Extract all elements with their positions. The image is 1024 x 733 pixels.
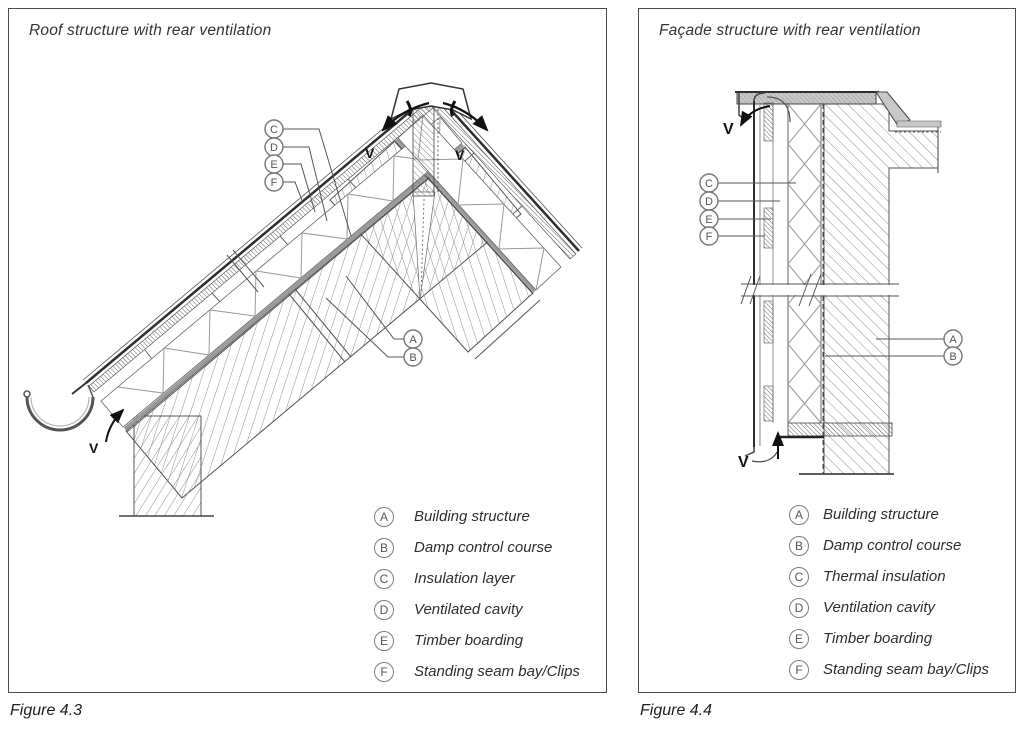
figure-4-3-panel — [8, 8, 607, 693]
legend-key-badge: D — [789, 598, 809, 618]
callout-f — [700, 227, 718, 245]
legend-item — [789, 592, 989, 623]
svg-text:B: B — [409, 352, 417, 364]
legend-label: Standing seam bay/Clips — [823, 661, 989, 678]
callout-e — [265, 155, 283, 173]
svg-text:C: C — [705, 178, 713, 190]
legend-label: Standing seam bay/Clips — [414, 663, 580, 680]
legend-key-badge: F — [789, 660, 809, 680]
support-wall — [134, 416, 201, 516]
eaves-vent-label: V — [89, 440, 99, 456]
svg-text:D: D — [705, 196, 713, 208]
legend-key-badge: B — [789, 536, 809, 556]
svg-text:F: F — [270, 177, 278, 189]
svg-text:D: D — [270, 142, 278, 154]
eaves-vent-arrow — [89, 410, 123, 456]
legend-key-badge: C — [789, 567, 809, 587]
legend-label: Building structure — [414, 508, 530, 525]
callout-a — [944, 330, 962, 348]
fig43-caption: Figure 4.3 — [10, 702, 83, 719]
svg-text:F: F — [705, 231, 713, 243]
bottom-vent-label: V — [738, 454, 749, 471]
legend-item — [374, 656, 580, 687]
bottom-vent-arrow — [738, 433, 778, 471]
fig44-legend — [789, 499, 989, 685]
fig44-caption: Figure 4.4 — [640, 702, 713, 719]
legend-key-badge: C — [374, 569, 394, 589]
legend-item — [374, 594, 580, 625]
legend-label: Damp control course — [823, 537, 962, 554]
legend-label: Timber boarding — [823, 630, 933, 647]
callout-b — [404, 348, 422, 366]
legend-label: Damp control course — [414, 539, 553, 556]
legend-key-badge: D — [374, 600, 394, 620]
figure-4-4-panel — [638, 8, 1016, 693]
callout-d — [700, 192, 718, 210]
svg-text:A: A — [949, 334, 957, 346]
legend-label: Thermal insulation — [823, 568, 946, 585]
svg-text:E: E — [270, 159, 278, 171]
callout-b — [944, 347, 962, 365]
legend-item — [789, 530, 989, 561]
callout-f — [265, 173, 283, 191]
svg-text:A: A — [409, 334, 417, 346]
legend-item — [789, 561, 989, 592]
top-vent-arrow — [723, 106, 770, 138]
legend-key-badge: E — [374, 631, 394, 651]
fig43-legend — [374, 501, 580, 687]
facade-sill — [780, 423, 892, 437]
svg-text:B: B — [949, 351, 957, 363]
legend-item — [374, 625, 580, 656]
top-vent-label: V — [723, 121, 734, 138]
gutter — [24, 383, 93, 430]
fig43-title: Roof structure with rear ventilation — [29, 22, 272, 39]
fig44-title: Façade structure with rear ventilation — [659, 22, 921, 39]
legend-key-badge: A — [789, 505, 809, 525]
legend-label: Insulation layer — [414, 570, 515, 587]
svg-text:C: C — [270, 124, 278, 136]
legend-item — [789, 499, 989, 530]
ridge-vent-label-right: V — [455, 147, 465, 163]
legend-label: Timber boarding — [414, 632, 524, 649]
legend-key-badge: F — [374, 662, 394, 682]
legend-label: Ventilation cavity — [823, 599, 936, 616]
legend-key-badge: E — [789, 629, 809, 649]
callout-d — [265, 138, 283, 156]
legend-item — [374, 563, 580, 594]
facade-timber-boarding — [764, 103, 773, 423]
callout-c — [265, 120, 283, 138]
callout-e — [700, 210, 718, 228]
legend-key-badge: B — [374, 538, 394, 558]
callout-c — [700, 174, 718, 192]
legend-item — [789, 654, 989, 685]
legend-label: Ventilated cavity — [414, 601, 523, 618]
svg-text:E: E — [705, 214, 713, 226]
ridge-vent-label-left: V — [365, 145, 375, 161]
callout-a — [404, 330, 422, 348]
legend-item — [374, 501, 580, 532]
legend-item — [789, 623, 989, 654]
legend-item — [374, 532, 580, 563]
legend-label: Building structure — [823, 506, 939, 523]
legend-key-badge: A — [374, 507, 394, 527]
fig44-callouts-cdef — [700, 174, 796, 245]
